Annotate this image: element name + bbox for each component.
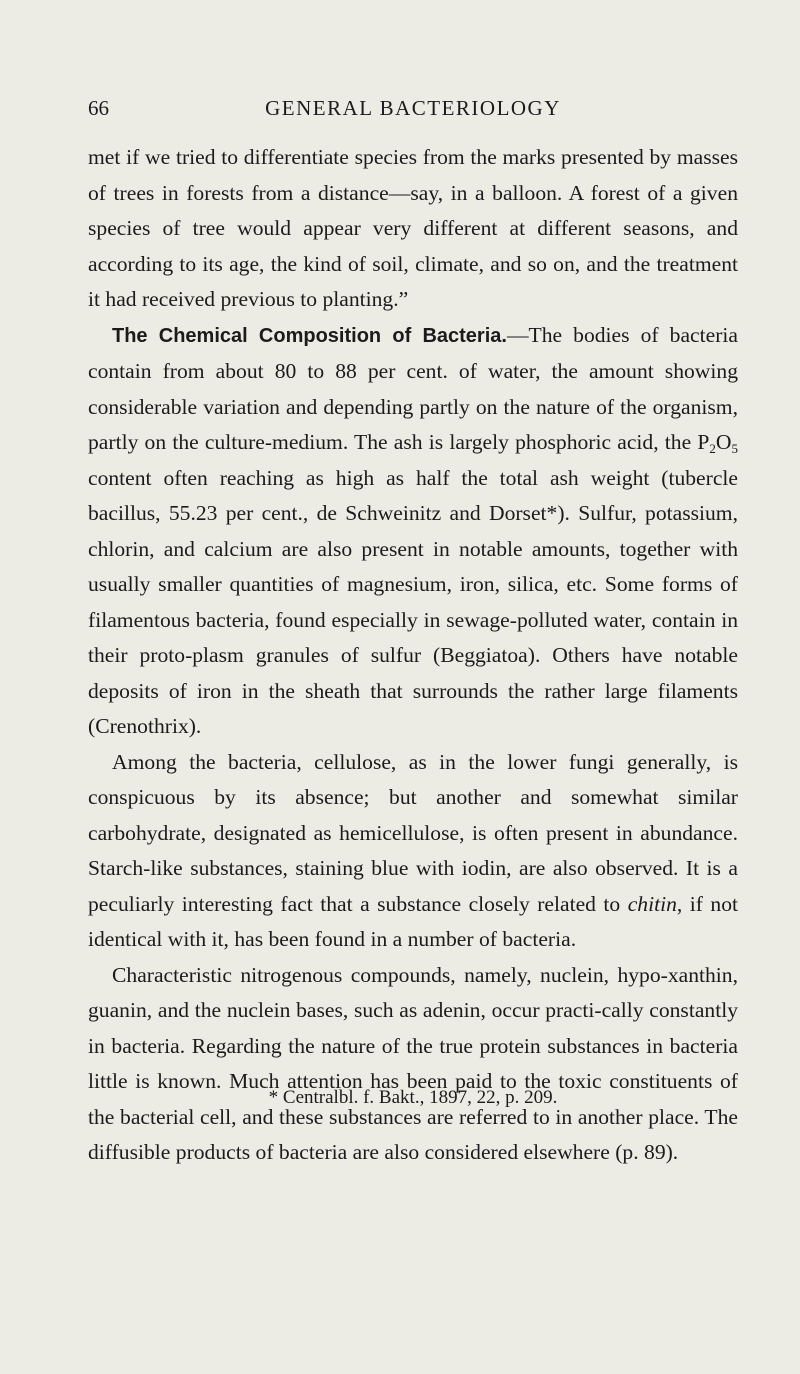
subscript: 5 <box>731 441 738 456</box>
paragraph-text: content often reaching as high as half the total ash weight (tubercle bacillus, 55.23 per cent., de Schweinitz and Dorset*). Sulfur, potassium, chlorin, and calcium are also present in notable amounts, together with usually smaller quantities of magnesium, iron, silica, etc. Some forms of filamentous bacteria, found especially in sewage-polluted water, contain in their proto-plasm granules of sulfur (Beggiatoa). Others have notable deposits of iron in the sheath that surrounds the rather large filaments (Crenothrix). <box>88 465 738 738</box>
page-number: 66 <box>88 96 109 120</box>
paragraph-continuation: met if we tried to differentiate species from the marks presented by masses of trees in forests from a distance—say, in a balloon. A forest of a given species of tree would appear very different at different seasons, and according to its age, the kind of soil, climate, and so on, and the treatment it had received previous to planting.” <box>88 145 738 311</box>
paragraph-cellulose <box>88 745 738 958</box>
paragraph-nitrogenous: Characteristic nitrogenous compounds, namely, nuclein, hypo-xanthin, guanin, and the nuclein bases, such as adenin, occur practi-cally constantly in bacteria. Regarding the nature of the true protein substances in bacteria little is known. Much attention has been paid to the toxic constituents of the bacterial cell, and these substances are referred to in another place. The diffusible products of bacteria are also considered elsewhere (p. 89). <box>88 962 738 1164</box>
paragraph-text: —The bodies of bacteria contain from about 80 to 88 per cent. of water, the amount showing considerable variation and depending partly on the nature of the organism, partly on the culture-medium. The ash is largely phosphoric acid, the P <box>88 322 738 454</box>
subscript: 2 <box>709 441 716 456</box>
body-text <box>88 140 738 1171</box>
section-heading: The Chemical Composition of Bacteria. <box>112 324 507 347</box>
paragraph-text: O <box>715 430 732 454</box>
footnote: * Centralbl. f. Bakt., 1897, 22, p. 209. <box>268 1087 558 1108</box>
running-title: GENERAL BACTERIOLOGY <box>265 96 561 120</box>
page-header <box>88 96 738 126</box>
paragraph-chemical-composition <box>88 318 738 745</box>
paragraph-text: , if not identical with it, has been found in a number of bacteria. <box>88 891 738 951</box>
paragraph-text: Among the bacteria, cellulose, as in the lower fungi generally, is conspicuous by its absence; but another and somewhat similar carbohydrate, designated as hemicellulose, is often present in abundance. Starch-like substances, staining blue with iodin, are also observed. It is a peculiarly interesting fact that a substance closely related to <box>88 749 738 916</box>
italic-term: chitin <box>627 891 677 916</box>
